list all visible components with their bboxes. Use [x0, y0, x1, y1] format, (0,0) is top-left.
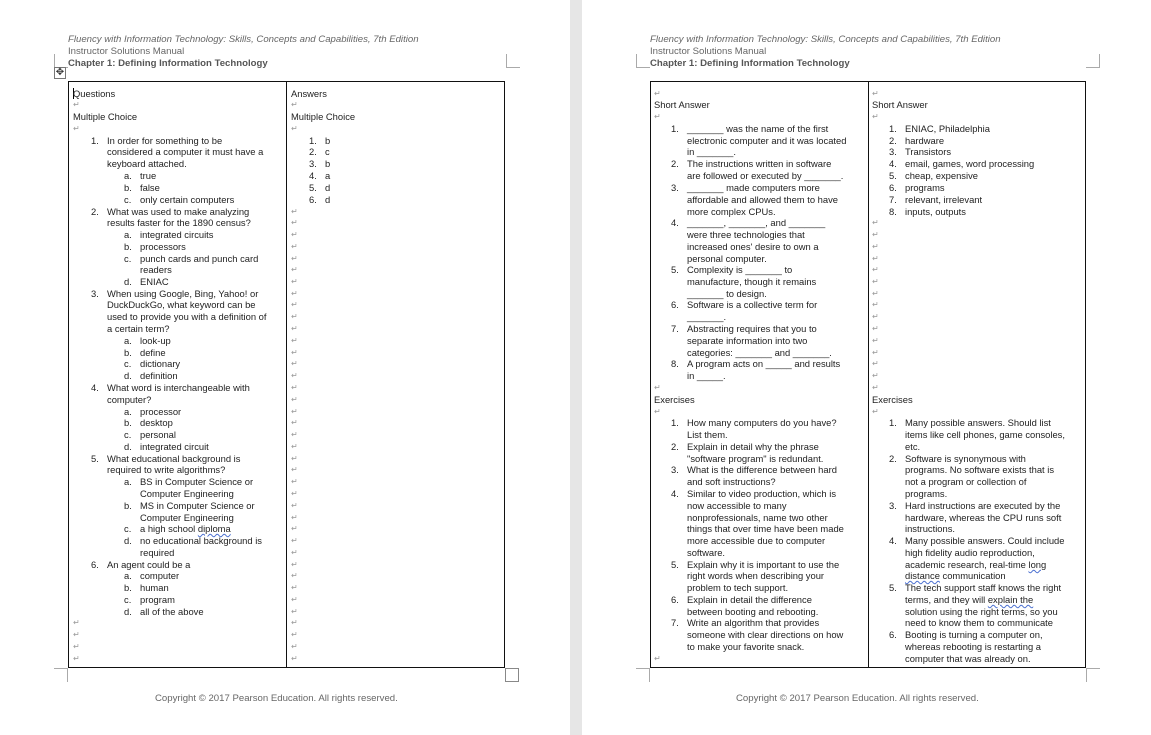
text-line: define [140, 347, 166, 358]
text-line: An agent could be a [107, 559, 191, 570]
spelling-underline: distance [905, 570, 940, 581]
text-line: MS in Computer Science or [140, 500, 255, 511]
text-line: in _____. [687, 370, 726, 381]
text-line: 3. [309, 158, 317, 169]
text-line: 3. [671, 464, 679, 475]
text-line: 4. [889, 535, 897, 546]
text-line: Exercises [654, 394, 695, 405]
text-line: A program acts on _____ and results [687, 358, 841, 369]
text-line: required [140, 547, 175, 558]
paragraph-mark: ↵ [291, 289, 298, 298]
text-line: a. [124, 229, 132, 240]
margin-corner-tr [1086, 54, 1100, 68]
text-line: email, games, word processing [905, 158, 1035, 169]
paragraph-mark: ↵ [291, 560, 298, 569]
document-page-2[interactable] [582, 0, 1151, 735]
text-line: hardware [905, 135, 945, 146]
text-line: a certain term? [107, 323, 170, 334]
paragraph-mark: ↵ [872, 230, 879, 239]
text-line: readers [140, 264, 172, 275]
paragraph-mark: ↵ [291, 312, 298, 321]
header-manual: Instructor Solutions Manual [650, 46, 767, 57]
text-line: 6. [889, 182, 897, 193]
paragraph-mark: ↵ [291, 300, 298, 309]
document-page-1[interactable] [0, 0, 570, 735]
text-line: computer that was already on. [905, 653, 1031, 664]
text-line: problem to tech support. [687, 582, 789, 593]
paragraph-mark: ↵ [654, 112, 661, 121]
text-line: Software is synonymous with [905, 453, 1026, 464]
text-line: Questions [73, 88, 116, 99]
spelling-underline: long [1028, 559, 1047, 570]
paragraph-mark: ↵ [291, 407, 298, 416]
paragraph-mark: ↵ [872, 348, 879, 357]
text-line: The tech support staff knows the right [905, 582, 1062, 593]
text-line: c. [124, 358, 132, 369]
text-line: c. [124, 253, 132, 264]
paragraph-mark: ↵ [291, 501, 298, 510]
paragraph-mark: ↵ [291, 218, 298, 227]
paragraph-mark: ↵ [291, 654, 298, 663]
paragraph-mark: ↵ [872, 359, 879, 368]
paragraph-mark: ↵ [872, 277, 879, 286]
paragraph-mark: ↵ [291, 642, 298, 651]
paragraph-mark: ↵ [872, 324, 879, 333]
text-line: 5. [671, 264, 679, 275]
text-line: 1. [889, 417, 897, 428]
text-line: Answers [291, 88, 327, 99]
text-line: a high school diploma [140, 523, 231, 534]
text-line: Explain in detail the difference [687, 594, 812, 605]
text-line: processors [140, 241, 186, 252]
paragraph-mark: ↵ [291, 265, 298, 274]
text-line: a. [124, 170, 132, 181]
text-line: 5. [91, 453, 99, 464]
text-line: no educational background is [140, 535, 262, 546]
paragraph-mark: ↵ [291, 583, 298, 592]
text-line: 2. [889, 135, 897, 146]
text-line: processor [140, 406, 182, 417]
paragraph-mark: ↵ [291, 383, 298, 392]
text-line: hardware, whereas the CPU runs soft [905, 512, 1062, 523]
paragraph-mark: ↵ [73, 630, 80, 639]
text-line: 2. [671, 158, 679, 169]
paragraph-mark: ↵ [291, 465, 298, 474]
text-line: used to provide you with a definition of [107, 311, 267, 322]
paragraph-mark: ↵ [872, 300, 879, 309]
paragraph-mark: ↵ [73, 654, 80, 663]
paragraph-mark: ↵ [73, 618, 80, 627]
text-line: 7. [671, 617, 679, 628]
text-line: 1. [889, 123, 897, 134]
text-line: true [140, 170, 157, 181]
text-line: dictionary [140, 358, 181, 369]
paragraph-mark: ↵ [654, 407, 661, 416]
text-line: keyboard attached. [107, 158, 187, 169]
text-line: between booting and rebooting. [687, 606, 819, 617]
paragraph-mark: ↵ [872, 112, 879, 121]
text-line: Complexity is _______ to [687, 264, 793, 275]
header-chapter: Chapter 1: Defining Information Technology [650, 58, 850, 69]
text-line: List them. [687, 429, 728, 440]
text-line: 5. [671, 559, 679, 570]
text-line: _______, _______, and _______ [687, 217, 826, 228]
text-line: results faster for the 1890 census? [107, 217, 251, 228]
paragraph-mark: ↵ [291, 230, 298, 239]
text-line: b [325, 158, 331, 169]
text-line: Computer Engineering [140, 488, 234, 499]
text-line: all of the above [140, 606, 204, 617]
text-line: separate information into two [687, 335, 808, 346]
text-line: 8. [889, 206, 897, 217]
text-line: categories: _______ and _______. [687, 347, 832, 358]
text-line: In order for something to be [107, 135, 223, 146]
text-line: What educational background is [107, 453, 241, 464]
text-line: What is the difference between hard [687, 464, 837, 475]
text-line: ENIAC, Philadelphia [905, 123, 990, 134]
text-line: Computer Engineering [140, 512, 234, 523]
text-line: now accessible to many [687, 500, 787, 511]
paragraph-mark: ↵ [872, 89, 879, 98]
paragraph-mark: ↵ [291, 607, 298, 616]
text-line: Transistors [905, 146, 952, 157]
paragraph-mark: ↵ [291, 277, 298, 286]
spelling-underline: diploma [197, 523, 231, 534]
text-line: programs [905, 182, 945, 193]
text-line: b [325, 135, 331, 146]
paragraph-mark: ↵ [73, 124, 80, 133]
text-line: in _______. [687, 146, 737, 157]
text-line: 4. [889, 158, 897, 169]
paragraph-mark: ↵ [291, 371, 298, 380]
text-line: 4. [671, 488, 679, 499]
text-line: considered a computer it must have a [107, 146, 264, 157]
text-line: a. [124, 335, 132, 346]
text-line: computer? [107, 394, 152, 405]
paragraph-mark: ↵ [73, 100, 80, 109]
text-line: 3. [671, 182, 679, 193]
paragraph-mark: ↵ [291, 124, 298, 133]
text-line: personal computer. [687, 253, 767, 264]
text-line: someone with clear directions on how [687, 629, 844, 640]
paragraph-mark: ↵ [872, 218, 879, 227]
text-line: b. [124, 347, 132, 358]
text-line: nonprofessionals, name two other [687, 512, 828, 523]
paragraph-mark: ↵ [291, 524, 298, 533]
text-line: computer [140, 570, 180, 581]
text-line: _______ made computers more [687, 182, 820, 193]
text-line: 2. [91, 206, 99, 217]
text-line: ENIAC [140, 276, 169, 287]
text-line: _______. [687, 311, 727, 322]
text-line: Short Answer [654, 99, 710, 110]
text-line: desktop [140, 417, 173, 428]
text-line: programs. No software exists that is [905, 464, 1055, 475]
paragraph-mark: ↵ [872, 312, 879, 321]
text-line: human [140, 582, 169, 593]
text-line: integrated circuit [140, 441, 209, 452]
text-line: look-up [140, 335, 171, 346]
paragraph-mark: ↵ [291, 100, 298, 109]
margin-corner-tr [506, 54, 520, 68]
text-line: 3. [889, 500, 897, 511]
paragraph-mark: ↵ [291, 254, 298, 263]
text-line: d. [124, 276, 132, 287]
text-line: solution using the right terms, so you [905, 606, 1058, 617]
margin-corner-br [1086, 668, 1100, 682]
text-line: 4. [671, 217, 679, 228]
text-line: a [325, 170, 331, 181]
text-line: were three technologies that [687, 229, 805, 240]
text-line: b. [124, 182, 132, 193]
text-line: 5. [889, 170, 897, 181]
text-line: c. [124, 594, 132, 605]
text-line: b. [124, 500, 132, 511]
text-line: things that over time have been made [687, 523, 844, 534]
text-line: What was used to make analyzing [107, 206, 250, 217]
paragraph-mark: ↵ [872, 336, 879, 345]
paragraph-mark: ↵ [291, 430, 298, 439]
text-line: definition [140, 370, 178, 381]
text-line: Short Answer [872, 99, 928, 110]
paragraph-mark: ↵ [872, 371, 879, 380]
paragraph-mark: ↵ [291, 442, 298, 451]
text-line: whereas rebooting is restarting a [905, 641, 1042, 652]
text-line: electronic computer and it was located [687, 135, 847, 146]
paragraph-mark: ↵ [291, 548, 298, 557]
text-line: required to write algorithms? [107, 464, 226, 475]
text-line: Booting is turning a computer on, [905, 629, 1043, 640]
text-line: etc. [905, 441, 921, 452]
text-line: c. [124, 523, 132, 534]
text-line: academic research, real-time long [905, 559, 1047, 570]
paragraph-mark: ↵ [291, 418, 298, 427]
margin-corner-bl [54, 668, 68, 682]
text-line: instructions. [905, 523, 956, 534]
text-line: need to know them to communicate [905, 617, 1053, 628]
paragraph-mark: ↵ [291, 454, 298, 463]
text-line: Similar to video production, which is [687, 488, 837, 499]
text-line: integrated circuits [140, 229, 214, 240]
text-line: "software program" is redundant. [687, 453, 824, 464]
table-move-handle-icon[interactable]: ✥ [55, 67, 65, 78]
margin-corner-bl [636, 668, 650, 682]
text-line: 5. [889, 582, 897, 593]
text-line: more accessible due to computer [687, 535, 826, 546]
paragraph-mark: ↵ [872, 254, 879, 263]
text-line: Multiple Choice [73, 111, 138, 122]
text-line: 1. [91, 135, 99, 146]
text-line: 8. [671, 358, 679, 369]
paragraph-mark: ↵ [654, 383, 661, 392]
text-line: 6. [309, 194, 317, 205]
text-line: Explain in detail why the phrase [687, 441, 819, 452]
margin-corner-tl [636, 54, 650, 68]
page-footer: Copyright © 2017 Pearson Education. All rights reserved. [736, 693, 979, 704]
spelling-underline: explain the [987, 594, 1034, 605]
text-line: a. [124, 406, 132, 417]
text-line: 1. [671, 123, 679, 134]
text-line: Many possible answers. Could include [905, 535, 1065, 546]
text-line: c [325, 146, 330, 157]
text-line: d. [124, 370, 132, 381]
text-line: Software is a collective term for [687, 299, 818, 310]
text-line: What word is interchangeable with [107, 382, 250, 393]
text-line: Write an algorithm that provides [687, 617, 820, 628]
text-line: program [140, 594, 175, 605]
text-line: 5. [309, 182, 317, 193]
paragraph-mark: ↵ [291, 536, 298, 545]
text-line: 2. [309, 146, 317, 157]
paragraph-mark: ↵ [654, 89, 661, 98]
header-book-title: Fluency with Information Technology: Skills, Concepts and Capabilities, 7th Edition [68, 34, 419, 45]
text-line: punch cards and punch card [140, 253, 259, 264]
paragraph-mark: ↵ [654, 654, 661, 663]
text-line: and soft instructions? [687, 476, 776, 487]
text-line: d [325, 194, 331, 205]
text-line: BS in Computer Science or [140, 476, 254, 487]
text-line: Exercises [872, 394, 913, 405]
text-line: c. [124, 429, 132, 440]
text-line: How many computers do you have? [687, 417, 837, 428]
text-line: 4. [91, 382, 99, 393]
paragraph-mark: ↵ [291, 395, 298, 404]
text-line: d [325, 182, 331, 193]
text-line: not a program or collection of [905, 476, 1027, 487]
text-line: 3. [889, 146, 897, 157]
text-line: The instructions written in software [687, 158, 832, 169]
text-line: distance communication [905, 570, 1006, 581]
text-line: manufacture, though it remains [687, 276, 817, 287]
text-line: cheap, expensive [905, 170, 978, 181]
text-line: 7. [671, 323, 679, 334]
page-footer: Copyright © 2017 Pearson Education. All rights reserved. [155, 693, 398, 704]
text-line: DuckDuckGo, what keyword can be [107, 299, 256, 310]
paragraph-mark: ↵ [291, 618, 298, 627]
text-line: 6. [671, 299, 679, 310]
paragraph-mark: ↵ [291, 324, 298, 333]
paragraph-mark: ↵ [872, 289, 879, 298]
text-line: 1. [309, 135, 317, 146]
text-line: d. [124, 441, 132, 452]
text-line: _______ was the name of the first [687, 123, 829, 134]
text-line: 3. [91, 288, 99, 299]
text-line: Explain why it is important to use the [687, 559, 840, 570]
paragraph-mark: ↵ [872, 265, 879, 274]
text-line: a. [124, 570, 132, 581]
text-line: relevant, irrelevant [905, 194, 983, 205]
paragraph-mark: ↵ [291, 359, 298, 368]
text-line: b. [124, 417, 132, 428]
paragraph-mark: ↵ [291, 630, 298, 639]
paragraph-mark: ↵ [291, 348, 298, 357]
paragraph-mark: ↵ [872, 407, 879, 416]
text-line: to make your favorite snack. [687, 641, 805, 652]
text-line: items like cell phones, game consoles, [905, 429, 1065, 440]
text-line: only certain computers [140, 194, 235, 205]
text-line: inputs, outputs [905, 206, 966, 217]
text-line: affordable and allowed them to have [687, 194, 838, 205]
text-line: personal [140, 429, 176, 440]
table-column-divider [868, 82, 869, 667]
header-manual: Instructor Solutions Manual [68, 46, 185, 57]
text-line: 6. [91, 559, 99, 570]
table-resize-handle[interactable] [505, 668, 519, 682]
text-line: increased ones' desire to own a [687, 241, 819, 252]
text-line: Many possible answers. Should list [905, 417, 1051, 428]
paragraph-mark: ↵ [291, 489, 298, 498]
paragraph-mark: ↵ [872, 383, 879, 392]
text-line: 4. [309, 170, 317, 181]
text-line: high fidelity audio reproduction, [905, 547, 1035, 558]
text-line: 2. [671, 441, 679, 452]
paragraph-mark: ↵ [291, 571, 298, 580]
paragraph-mark: ↵ [291, 336, 298, 345]
text-line: right words when describing your [687, 570, 825, 581]
paragraph-mark: ↵ [73, 642, 80, 651]
text-line: c. [124, 194, 132, 205]
text-line: more complex CPUs. [687, 206, 776, 217]
text-line: Multiple Choice [291, 111, 356, 122]
text-line: terms, and they will explain the [905, 594, 1034, 605]
text-line: 6. [889, 629, 897, 640]
text-line: 1. [671, 417, 679, 428]
header-book-title: Fluency with Information Technology: Skills, Concepts and Capabilities, 7th Edition [650, 34, 1001, 45]
paragraph-mark: ↵ [291, 207, 298, 216]
text-line: d. [124, 535, 132, 546]
text-line: programs. [905, 488, 948, 499]
paragraph-mark: ↵ [291, 595, 298, 604]
text-line: Hard instructions are executed by the [905, 500, 1061, 511]
margin-corner-tl [54, 54, 68, 68]
paragraph-mark: ↵ [872, 242, 879, 251]
paragraph-mark: ↵ [291, 242, 298, 251]
text-line: Abstracting requires that you to [687, 323, 817, 334]
text-line: false [140, 182, 160, 193]
text-line: 6. [671, 594, 679, 605]
text-line: 2. [889, 453, 897, 464]
paragraph-mark: ↵ [291, 477, 298, 486]
text-line: b. [124, 582, 132, 593]
text-line: 7. [889, 194, 897, 205]
text-line: b. [124, 241, 132, 252]
header-chapter: Chapter 1: Defining Information Technology [68, 58, 268, 69]
paragraph-mark: ↵ [291, 513, 298, 522]
text-line: d. [124, 606, 132, 617]
table-column-divider [286, 82, 287, 667]
text-line: _______ to design. [687, 288, 767, 299]
text-line: are followed or executed by _______. [687, 170, 844, 181]
text-line: software. [687, 547, 726, 558]
text-line: a. [124, 476, 132, 487]
text-line: When using Google, Bing, Yahoo! or [107, 288, 259, 299]
